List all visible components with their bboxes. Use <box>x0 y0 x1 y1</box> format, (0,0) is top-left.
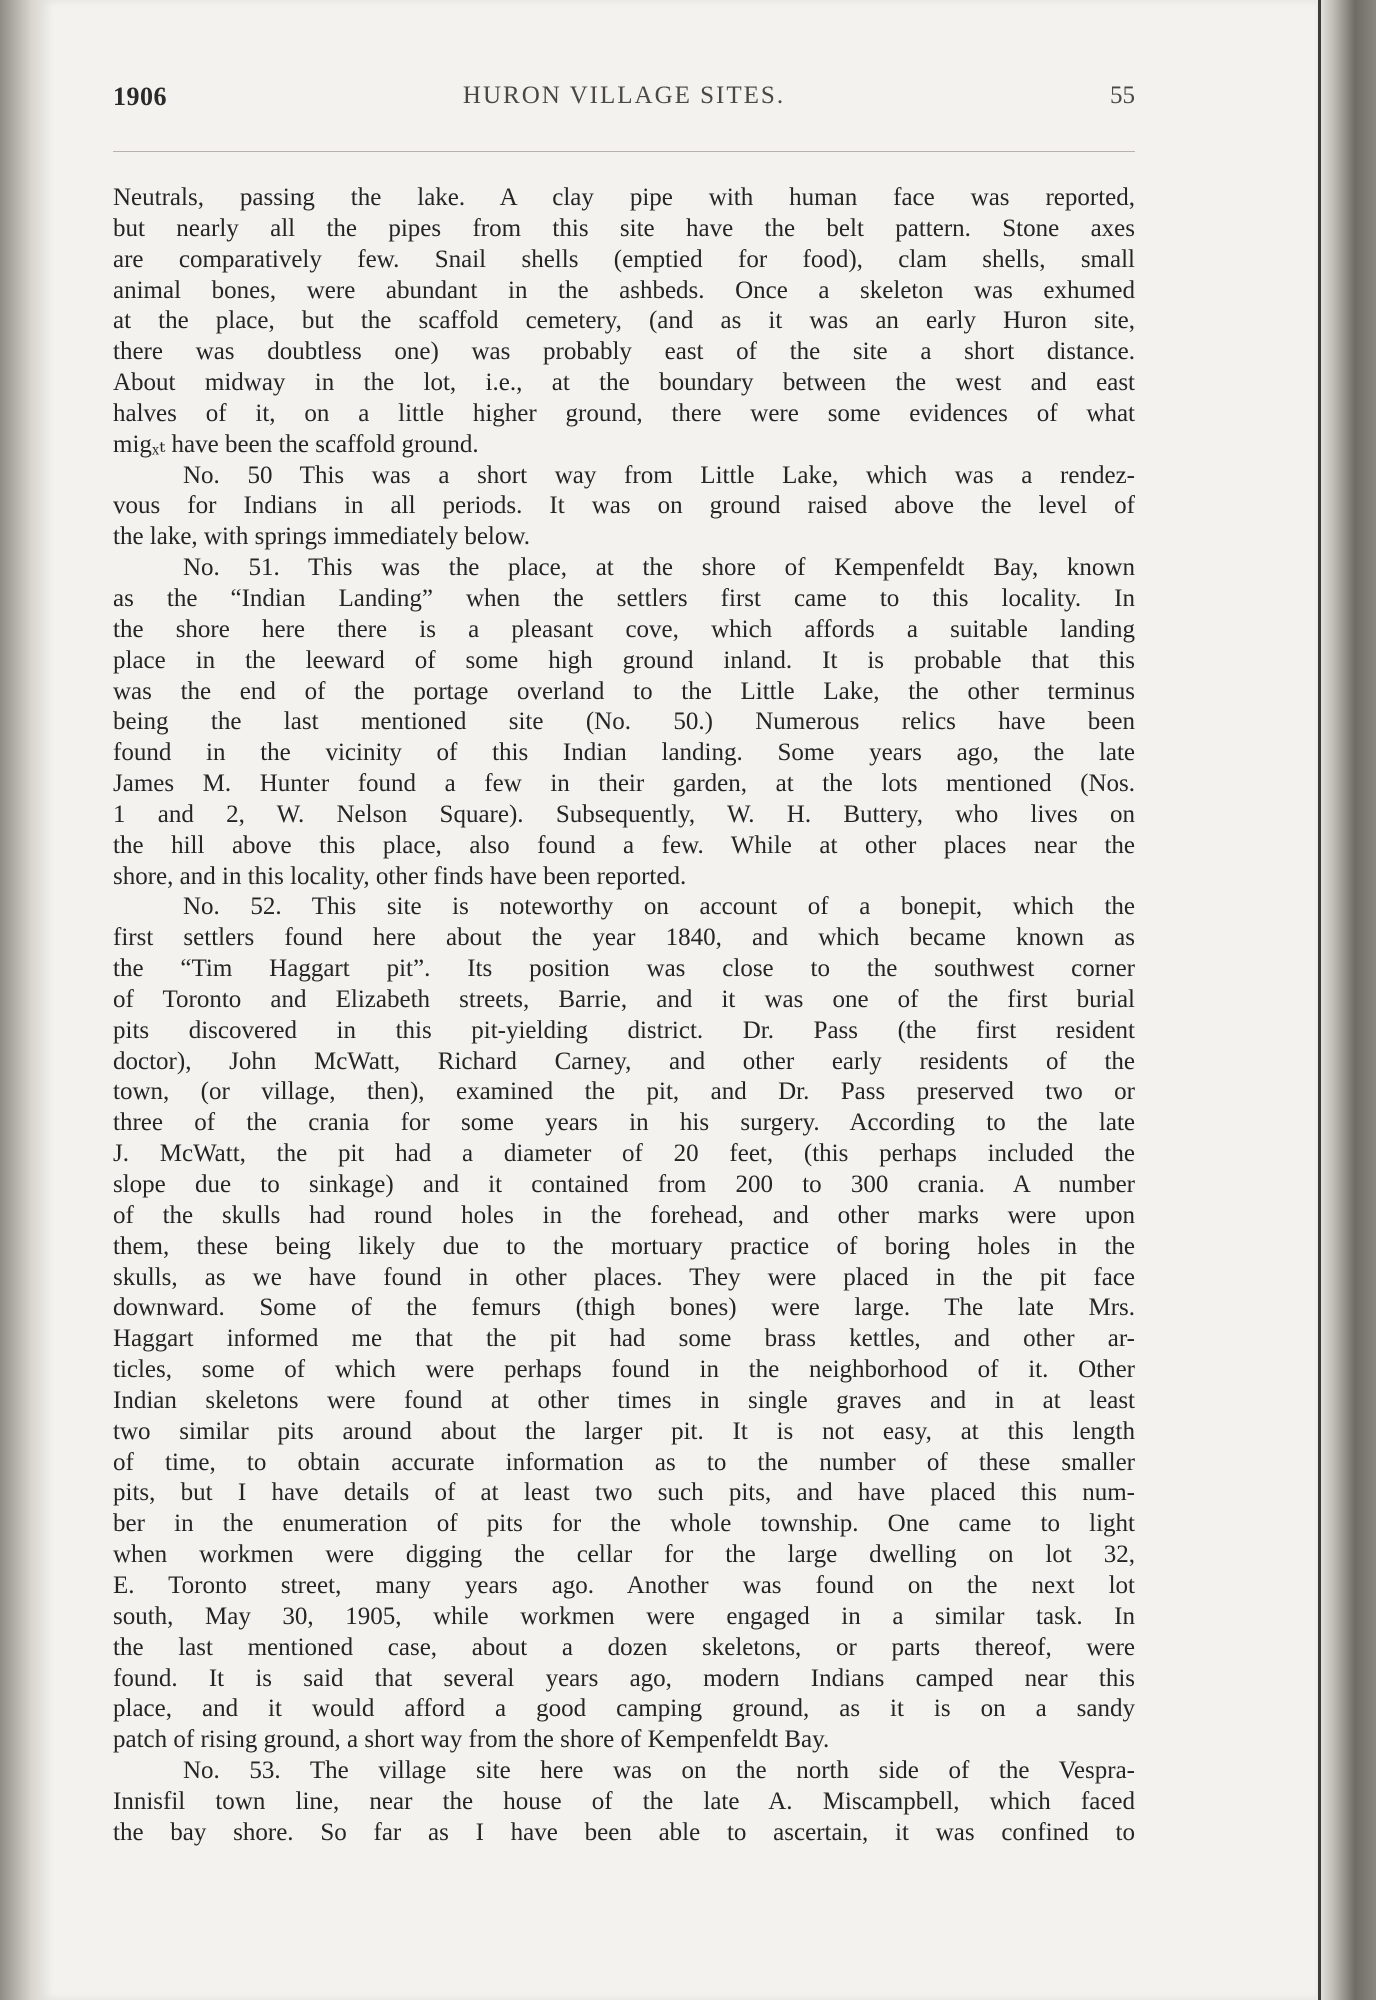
paragraph-start-no-51: No. 51. This was the place, at the shore of Kempenfeldt Bay, known <box>183 554 1135 582</box>
text-line: at the place, but the scaffold cemetery, (and as it was an early Huron site, <box>113 307 1135 335</box>
text-line: the hill above this place, also found a few. While at other places near the <box>113 831 1135 859</box>
text-line: ber in the enumeration of pits for the whole township. One came to light <box>113 1510 1135 1538</box>
header-title: HURON VILLAGE SITES. <box>462 82 786 109</box>
text-line: three of the crania for some years in his surgery. According to the late <box>113 1109 1135 1137</box>
header-year: 1906 <box>113 82 167 111</box>
text-line: as the “Indian Landing” when the settlers first came to this locality. In <box>113 584 1135 612</box>
page-number: 55 <box>1110 82 1135 109</box>
text-line: there was doubtless one) was probably east of the site a short distance. <box>113 338 1135 366</box>
running-header <box>113 82 1135 122</box>
page-edge-line <box>1318 0 1321 2000</box>
text-line: migₓₜ have been the scaffold ground. <box>113 430 479 458</box>
page-right-edge <box>1316 0 1376 2000</box>
header-rule <box>113 151 1135 152</box>
text-line: 1 and 2, W. Nelson Square). Subsequently, W. H. Buttery, who lives on <box>113 800 1135 828</box>
text-line: place in the leeward of some high ground inland. It is probable that this <box>113 646 1135 674</box>
text-line: place, and it would afford a good camping ground, as it is on a sandy <box>113 1695 1135 1723</box>
text-line: E. Toronto street, many years ago. Another was found on the next lot <box>113 1571 1135 1599</box>
text-line: when workmen were digging the cellar for the large dwelling on lot 32, <box>113 1541 1135 1569</box>
text-line: Indian skeletons were found at other times in single graves and in at least <box>113 1386 1135 1414</box>
text-line: of the skulls had round holes in the forehead, and other marks were upon <box>113 1201 1135 1229</box>
text-line: pits, but I have details of at least two such pits, and have placed this num- <box>113 1479 1135 1507</box>
text-line: was the end of the portage overland to the Little Lake, the other terminus <box>113 677 1135 705</box>
text-line: patch of rising ground, a short way from the shore of Kempenfeldt Bay. <box>113 1726 830 1754</box>
text-line: pits discovered in this pit-yielding district. Dr. Pass (the first resident <box>113 1016 1135 1044</box>
text-line: the “Tim Haggart pit”. Its position was close to the southwest corner <box>113 955 1135 983</box>
text-line: south, May 30, 1905, while workmen were engaged in a similar task. In <box>113 1602 1135 1630</box>
text-line: the bay shore. So far as I have been able to ascertain, it was confined to <box>113 1818 1135 1846</box>
text-line: vous for Indians in all periods. It was on ground raised above the level of <box>113 492 1135 520</box>
text-line: being the last mentioned site (No. 50.) Numerous relics have been <box>113 708 1135 736</box>
text-line: ticles, some of which were perhaps found in the neighborhood of it. Other <box>113 1356 1135 1384</box>
paragraph-start-no-50: No. 50 This was a short way from Little Lake, which was a rendez- <box>183 461 1135 489</box>
text-line: two similar pits around about the larger pit. It is not easy, at this length <box>113 1417 1135 1445</box>
text-line: downward. Some of the femurs (thigh bones) were large. The late Mrs. <box>113 1294 1135 1322</box>
text-line: first settlers found here about the year 1840, and which became known as <box>113 924 1135 952</box>
text-line: Haggart informed me that the pit had some brass kettles, and other ar- <box>113 1325 1135 1353</box>
text-line: the shore here there is a pleasant cove, which affords a suitable landing <box>113 615 1135 643</box>
body-text <box>113 183 1135 1849</box>
text-line: town, (or village, then), examined the pit, and Dr. Pass preserved two or <box>113 1078 1135 1106</box>
text-line: doctor), John McWatt, Richard Carney, and other early residents of the <box>113 1047 1135 1075</box>
text-line: Innisfil town line, near the house of the late A. Miscampbell, which faced <box>113 1787 1135 1815</box>
text-line: slope due to sinkage) and it contained from 200 to 300 crania. A number <box>113 1171 1135 1198</box>
text-line: skulls, as we have found in other places. They were placed in the pit face <box>113 1263 1135 1291</box>
text-line: found. It is said that several years ago, modern Indians camped near this <box>113 1664 1135 1692</box>
text-line: About midway in the lot, i.e., at the boundary between the west and east <box>113 369 1135 397</box>
text-line: shore, and in this locality, other finds have been reported. <box>113 862 687 890</box>
text-line: J. McWatt, the pit had a diameter of 20 feet, (this perhaps included the <box>113 1140 1135 1168</box>
paragraph-start-no-53: No. 53. The village site here was on the north side of the Vespra- <box>183 1757 1135 1785</box>
text-line: are comparatively few. Snail shells (emptied for food), clam shells, small <box>113 245 1135 273</box>
text-line: but nearly all the pipes from this site have the belt pattern. Stone axes <box>113 214 1135 242</box>
text-line: James M. Hunter found a few in their garden, at the lots mentioned (Nos. <box>113 770 1135 798</box>
paragraph-start-no-52: No. 52. This site is noteworthy on account of a bonepit, which the <box>183 893 1135 921</box>
text-line: of Toronto and Elizabeth streets, Barrie, and it was one of the first burial <box>113 985 1135 1013</box>
text-line: halves of it, on a little higher ground, there were some evidences of what <box>113 399 1135 427</box>
text-line: animal bones, were abundant in the ashbeds. Once a skeleton was exhumed <box>113 276 1135 304</box>
text-line: found in the vicinity of this Indian landing. Some years ago, the late <box>113 739 1135 767</box>
text-line: them, these being likely due to the mortuary practice of boring holes in the <box>113 1232 1135 1260</box>
text-line: the last mentioned case, about a dozen skeletons, or parts thereof, were <box>113 1633 1135 1661</box>
text-line: Neutrals, passing the lake. A clay pipe with human face was reported, <box>113 184 1135 211</box>
text-line: the lake, with springs immediately below. <box>113 523 531 551</box>
text-line: of time, to obtain accurate information as to the number of these smaller <box>113 1448 1135 1476</box>
